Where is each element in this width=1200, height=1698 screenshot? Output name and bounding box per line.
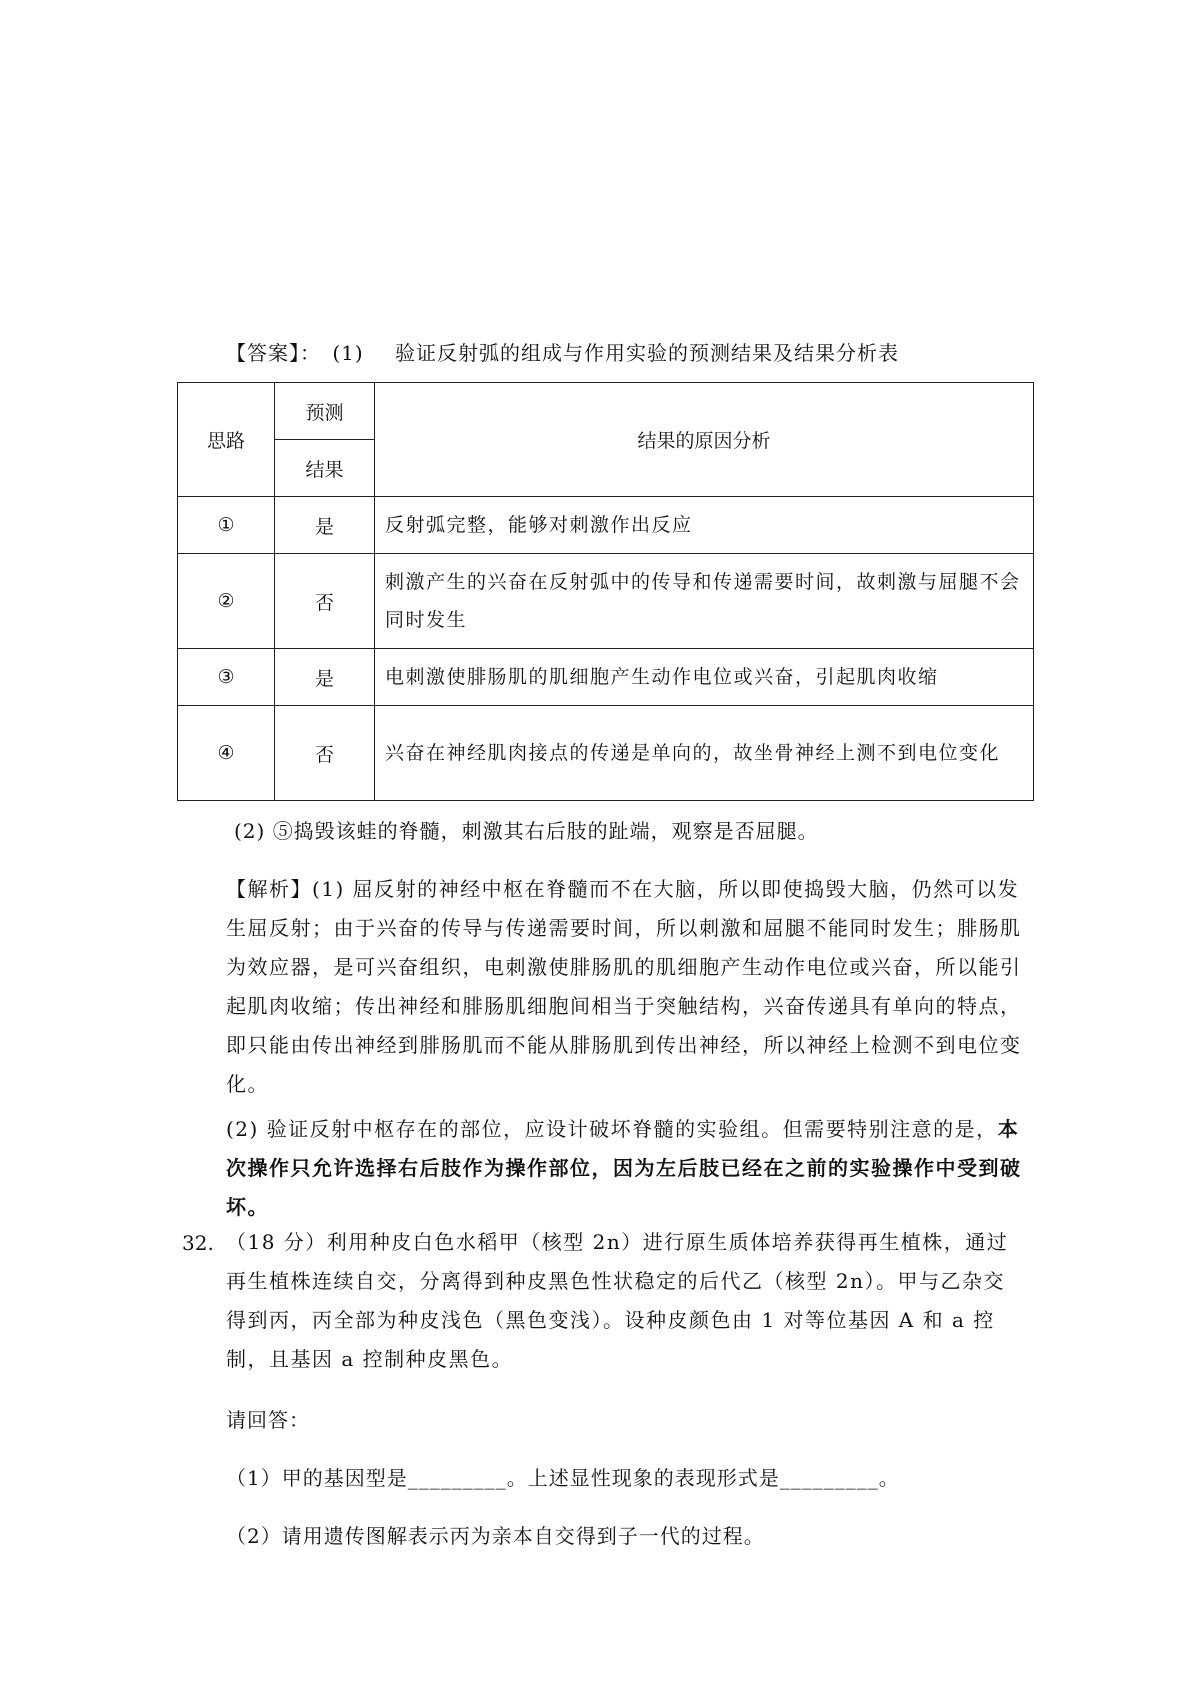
analysis-part2 xyxy=(226,1110,1026,1227)
analysis-part2-text: (2) 验证反射中枢存在的部位，应设计破坏脊髓的实验组。但需要特别注意的是， xyxy=(226,1117,998,1141)
question-32-prompt: 请回答： xyxy=(226,1408,310,1432)
question-32-number: 32. xyxy=(182,1231,214,1255)
table-row xyxy=(178,649,1034,706)
answer-part2: (2) ⑤捣毁该蛙的脊髓，刺激其右后肢的趾端，观察是否屈腿。 xyxy=(234,819,819,843)
answer-label: 【答案】： xyxy=(226,341,321,365)
results-table xyxy=(177,382,1034,801)
answer-heading xyxy=(226,337,899,366)
question-32-text: （18 分）利用种皮白色水稻甲（核型 2n）进行原生质体培养获得再生植株，通过再生植株连续自交，分离得到种皮黑色性状稳定的后代乙（核型 2n）。甲与乙杂交得到丙，丙全部为种皮浅色（黑色变浅）。设种皮颜色由 1 对等位基因 A 和 a 控制，且基因 a 控制种皮黑色。 xyxy=(226,1230,1009,1371)
table-row xyxy=(178,554,1034,649)
analysis-part1: 【解析】(1) 屈反射的神经中枢在脊髓而不在大脑，所以即使捣毁大脑，仍然可以发生屈反射；由于兴奋的传导与传递需要时间，所以刺激和屈腿不能同时发生；腓肠肌为效应器，是可兴奋组织，电刺激使腓肠肌的肌细胞产生动作电位或兴奋，所以能引起肌肉收缩；传出神经和腓肠肌细胞间相当于突触结构，兴奋传递具有单向的特点，即只能由传出神经到腓肠肌而不能从腓肠肌到传出神经，所以神经上检测不到电位变化。 xyxy=(226,877,1022,1096)
table-row xyxy=(178,497,1034,554)
row-reason: 反射弧完整，能够对刺激作出反应 xyxy=(375,497,1034,554)
analysis-part2-emphasis: 本次操作只允许选择右后肢作为操作部位，因为左后肢已经在之前的实验操作中受到破坏。 xyxy=(226,1117,1022,1219)
header-result: 结果 xyxy=(275,440,375,497)
row-id: ④ xyxy=(178,706,275,801)
row-result: 否 xyxy=(275,554,375,649)
header-approach: 思路 xyxy=(178,383,275,497)
row-result: 否 xyxy=(275,706,375,801)
row-reason: 兴奋在神经肌肉接点的传递是单向的，故坐骨神经上测不到电位变化 xyxy=(375,706,1034,801)
row-id: ① xyxy=(178,497,275,554)
row-reason: 电刺激使腓肠肌的肌细胞产生动作电位或兴奋，引起肌肉收缩 xyxy=(375,649,1034,706)
question-32-part1: （1）甲的基因型是_________。上述显性现象的表现形式是_________。 xyxy=(226,1466,900,1490)
row-id: ② xyxy=(178,554,275,649)
table-row xyxy=(178,706,1034,801)
row-result: 是 xyxy=(275,497,375,554)
answer-part1-number: (1) xyxy=(332,341,364,365)
question-32-part2: （2）请用遗传图解表示丙为亲本自交得到子一代的过程。 xyxy=(226,1524,765,1548)
table-caption: 验证反射弧的组成与作用实验的预测结果及结果分析表 xyxy=(395,341,900,365)
header-prediction: 预测 xyxy=(275,383,375,440)
row-reason: 刺激产生的兴奋在反射弧中的传导和传递需要时间，故刺激与屈腿不会同时发生 xyxy=(375,554,1034,649)
header-reason-analysis: 结果的原因分析 xyxy=(375,383,1034,497)
row-id: ③ xyxy=(178,649,275,706)
row-result: 是 xyxy=(275,649,375,706)
